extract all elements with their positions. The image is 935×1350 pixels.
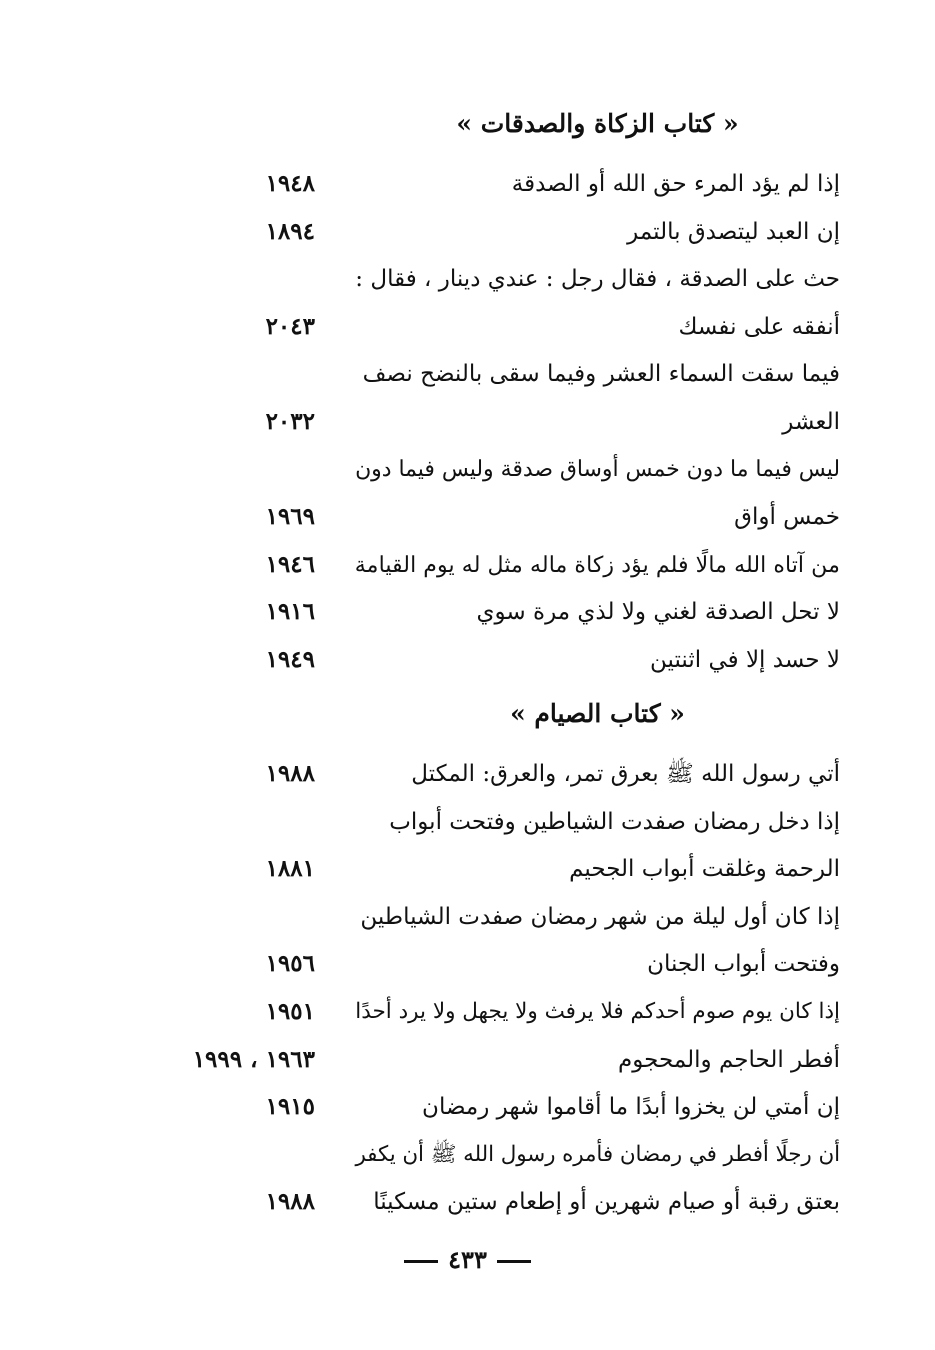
entry-text: وفتحت أبواب الجنان — [647, 951, 840, 978]
entry-line — [0, 160, 935, 208]
entry-text: إذا دخل رمضان صفدت الشياطين وفتحت أبواب — [389, 808, 840, 835]
hadith-number: ١٨٩٤ — [265, 217, 315, 245]
entry-text: أفطر الحاجم والمحجوم — [618, 1046, 840, 1073]
index-entry — [0, 1083, 935, 1131]
index-entry — [0, 446, 935, 541]
index-entry — [0, 798, 935, 893]
entry-text: أتي رسول الله ﷺ بعرق تمر، والعرق: المكتل — [411, 761, 840, 787]
entry-text: حث على الصدقة ، فقال رجل : عندي دينار ، فقال : — [355, 266, 840, 293]
hadith-number: ١٩٤٦ — [265, 550, 315, 578]
entry-text: ليس فيما ما دون خمس أوساق صدقة وليس فيما دون — [355, 456, 840, 482]
entry-text: بعتق رقبة أو صيام شهرين أو إطعام ستين مسكينًا — [373, 1189, 840, 1216]
hadith-number: ١٩٤٩ — [265, 645, 315, 673]
entry-text: العشر — [782, 408, 840, 435]
hadith-number: ١٩٨٨ — [265, 1188, 315, 1216]
entry-line — [0, 940, 935, 988]
index-entry — [0, 636, 935, 684]
entry-line — [0, 588, 935, 636]
entry-text: أنفقه على نفسك — [678, 313, 840, 340]
hadith-number: ١٩٦٩ — [265, 503, 315, 531]
entry-text: إن العبد ليتصدق بالتمر — [627, 218, 840, 245]
entry-line — [0, 303, 935, 351]
entry-line — [0, 1178, 935, 1226]
entry-text: إذا كان يوم صوم أحدكم فلا يرفث ولا يجهل ولا يرد أحدًا — [355, 998, 840, 1024]
entry-line — [0, 988, 935, 1036]
entry-text: إذا لم يؤد المرء حق الله أو الصدقة — [511, 171, 840, 197]
hadith-number: ١٩٥١ — [265, 997, 315, 1025]
entry-text: إذا كان أول ليلة من شهر رمضان صفدت الشياطين — [360, 903, 840, 930]
hadith-number: ١٩٥٦ — [265, 950, 315, 978]
index-entry — [0, 893, 935, 988]
section-heading-siyam: « كتاب الصيام » — [510, 699, 685, 728]
entry-line — [0, 493, 935, 541]
entry-line — [0, 893, 935, 941]
entry-line — [0, 750, 935, 798]
siyam-entry-list — [0, 750, 935, 1226]
page-footer — [0, 1243, 935, 1277]
entry-text: الرحمة وغلقت أبواب الجحيم — [569, 856, 840, 883]
entry-text: إن أمتي لن يخزوا أبدًا ما أقاموا شهر رمضان — [422, 1094, 840, 1121]
hadith-number: ١٩٦٣ ، ١٩٩٩ — [192, 1045, 315, 1073]
entry-text: أن رجلًا أفطر في رمضان فأمره رسول الله ﷺ أن يكفر — [355, 1141, 840, 1167]
hadith-number: ١٩٤٨ — [265, 170, 315, 197]
index-entry — [0, 255, 935, 350]
index-entry — [0, 541, 935, 589]
hadith-number: ١٩١٥ — [265, 1093, 315, 1121]
entry-text: من آتاه الله مالًا فلم يؤد زكاة ماله مثل له يوم القيامة — [354, 551, 840, 578]
hadith-number: ١٨٨١ — [265, 855, 315, 883]
hadith-number: ٢٠٣٢ — [265, 407, 315, 435]
index-entry — [0, 350, 935, 445]
hadith-number: ١٩١٦ — [265, 598, 315, 626]
entry-line — [0, 1036, 935, 1084]
entry-text: لا تحل الصدقة لغني ولا لذي مرة سوي — [476, 599, 840, 626]
entry-text: لا حسد إلا في اثنتين — [650, 646, 840, 673]
index-entry — [0, 750, 935, 798]
section-heading-zakat: « كتاب الزكاة والصدقات » — [456, 109, 739, 138]
zakat-entry-list — [0, 160, 935, 684]
entry-line — [0, 398, 935, 446]
page-number: ٤٣٣ — [448, 1245, 487, 1274]
index-entry — [0, 160, 935, 208]
index-entry — [0, 208, 935, 256]
entry-line — [0, 636, 935, 684]
entry-line — [0, 798, 935, 846]
footer-dash-left — [404, 1260, 438, 1263]
index-entry — [0, 988, 935, 1036]
entry-line — [0, 1083, 935, 1131]
entry-text: خمس أواق — [734, 504, 840, 531]
index-entry — [0, 1036, 935, 1084]
index-entry — [0, 1131, 935, 1226]
entry-line — [0, 208, 935, 256]
entry-line — [0, 446, 935, 494]
index-entry — [0, 588, 935, 636]
entry-line — [0, 845, 935, 893]
entry-line — [0, 350, 935, 398]
entry-line — [0, 1131, 935, 1179]
entry-text: فيما سقت السماء العشر وفيما سقى بالنضح نصف — [362, 361, 840, 388]
hadith-number: ١٩٨٨ — [265, 760, 315, 787]
footer-dash-right — [497, 1260, 531, 1263]
entry-line — [0, 255, 935, 303]
hadith-number: ٢٠٤٣ — [265, 312, 315, 340]
entry-line — [0, 541, 935, 589]
